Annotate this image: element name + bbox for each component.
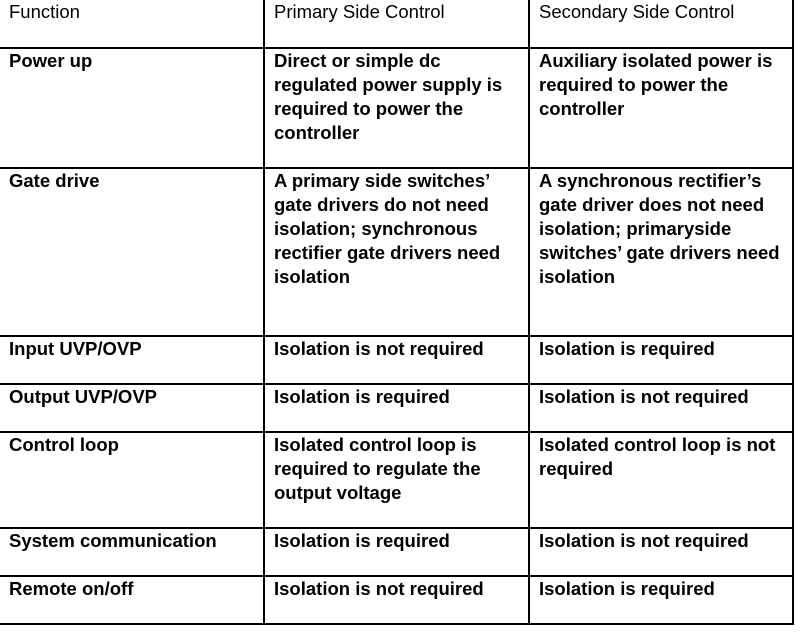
primary-cell: A primary side switches’ gate drivers do not need isolation; synchronous rectifier gate drivers need isolation	[264, 168, 529, 336]
primary-cell: Isolation is required	[264, 528, 529, 576]
header-function: Function	[0, 0, 264, 48]
primary-cell: Isolation is required	[264, 384, 529, 432]
primary-cell: Isolation is not required	[264, 336, 529, 384]
secondary-cell: Isolation is required	[529, 576, 793, 624]
secondary-cell: Auxiliary isolated power is required to power the controller	[529, 48, 793, 168]
secondary-cell: Isolation is required	[529, 336, 793, 384]
function-cell: Control loop	[0, 432, 264, 528]
function-cell: Power up	[0, 48, 264, 168]
secondary-cell: Isolated control loop is not required	[529, 432, 793, 528]
secondary-cell: Isolation is not required	[529, 528, 793, 576]
table-row	[0, 336, 793, 384]
table-row	[0, 384, 793, 432]
function-cell: Output UVP/OVP	[0, 384, 264, 432]
primary-cell: Isolated control loop is required to regulate the output voltage	[264, 432, 529, 528]
table-header-row	[0, 0, 793, 48]
primary-cell: Isolation is not required	[264, 576, 529, 624]
function-cell: System communication	[0, 528, 264, 576]
table-row	[0, 168, 793, 336]
table-row	[0, 48, 793, 168]
function-cell: Input UVP/OVP	[0, 336, 264, 384]
header-primary-side-control: Primary Side Control	[264, 0, 529, 48]
function-cell: Gate drive	[0, 168, 264, 336]
table-row	[0, 432, 793, 528]
function-cell: Remote on/off	[0, 576, 264, 624]
secondary-cell: Isolation is not required	[529, 384, 793, 432]
table-row	[0, 576, 793, 624]
header-secondary-side-control: Secondary Side Control	[529, 0, 793, 48]
table-row	[0, 528, 793, 576]
secondary-cell: A synchronous rectifier’s gate driver does not need isolation; primaryside switches’ gate drivers need isolation	[529, 168, 793, 336]
primary-cell: Direct or simple dc regulated power supply is required to power the controller	[264, 48, 529, 168]
